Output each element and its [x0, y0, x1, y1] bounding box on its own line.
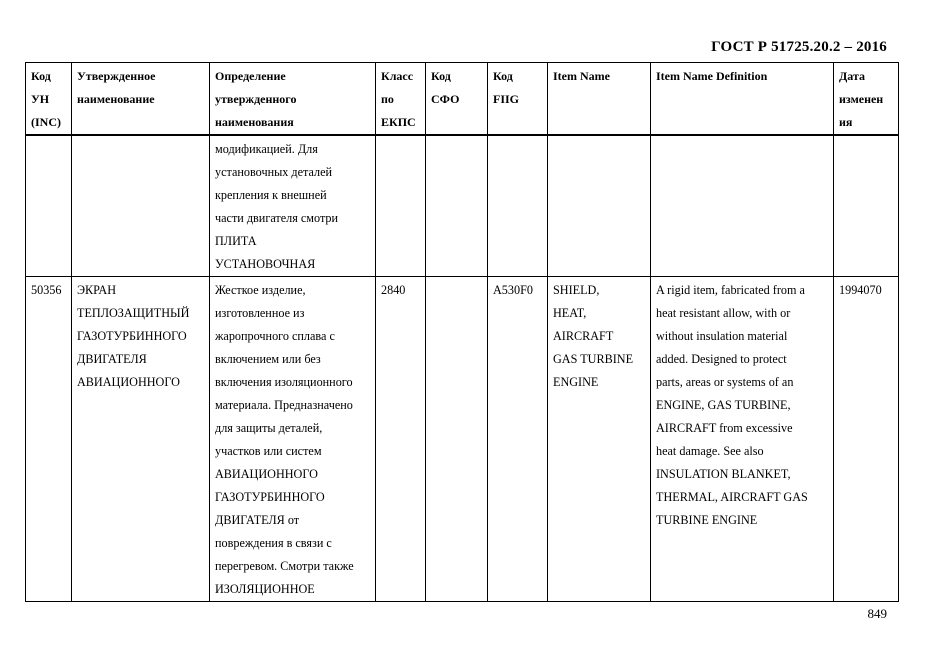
- header-fiig-code: Код FIIG: [488, 63, 548, 136]
- table-header-row: [26, 63, 899, 136]
- cell-change-date: 1994070: [834, 277, 899, 602]
- document-title: ГОСТ Р 51725.20.2 – 2016: [711, 39, 887, 55]
- cell-fiig-code: A530F0: [488, 277, 548, 602]
- cell-name-definition: Жесткое изделие, изготовленное из жаропрочного сплава с включением или без включения изоляционного материала. Предназначено для защиты деталей, участков или систем АВИАЦИОННОГО ГАЗОТУРБИННОГО ДВИГАТЕЛЯ от повреждения в связи с перегревом. Смотри также ИЗОЛЯЦИОННОЕ: [210, 277, 376, 602]
- cell-item-name: [548, 135, 651, 277]
- cell-inc-code: 50356: [26, 277, 72, 602]
- cell-ekps-class: 2840: [376, 277, 426, 602]
- cell-change-date: [834, 135, 899, 277]
- table-row: [26, 135, 899, 277]
- header-item-name: Item Name: [548, 63, 651, 136]
- header-item-name-definition: Item Name Definition: [651, 63, 834, 136]
- page-number: 849: [867, 606, 887, 621]
- cell-item-name: SHIELD, HEAT, AIRCRAFT GAS TURBINE ENGINE: [548, 277, 651, 602]
- cell-item-name-definition: [651, 135, 834, 277]
- cell-sfo-code: [426, 277, 488, 602]
- table-row: [26, 277, 899, 602]
- header-inc-code: Код УН (INC): [26, 63, 72, 136]
- header-sfo-code: Код СФО: [426, 63, 488, 136]
- cell-approved-name: ЭКРАН ТЕПЛОЗАЩИТНЫЙ ГАЗОТУРБИННОГО ДВИГАТЕЛЯ АВИАЦИОННОГО: [72, 277, 210, 602]
- cell-item-name-definition: A rigid item, fabricated from a heat resistant allow, with or without insulation material added. Designed to protect parts, areas or systems of an ENGINE, GAS TURBINE, AIRCRAFT from excessive heat damage. See also INSULATION BLANKET, THERMAL, AIRCRAFT GAS TURBINE ENGINE: [651, 277, 834, 602]
- header-name-definition: Определение утвержденного наименования: [210, 63, 376, 136]
- cell-fiig-code: [488, 135, 548, 277]
- header-change-date: Дата изменен ия: [834, 63, 899, 136]
- cell-name-definition: модификацией. Для установочных деталей крепления к внешней части двигателя смотри ПЛИТА УСТАНОВОЧНАЯ: [210, 135, 376, 277]
- header-ekps-class: Класс по ЕКПС: [376, 63, 426, 136]
- header-approved-name: Утвержденное наименование: [72, 63, 210, 136]
- catalog-table: [25, 62, 899, 602]
- cell-inc-code: [26, 135, 72, 277]
- cell-approved-name: [72, 135, 210, 277]
- cell-ekps-class: [376, 135, 426, 277]
- cell-sfo-code: [426, 135, 488, 277]
